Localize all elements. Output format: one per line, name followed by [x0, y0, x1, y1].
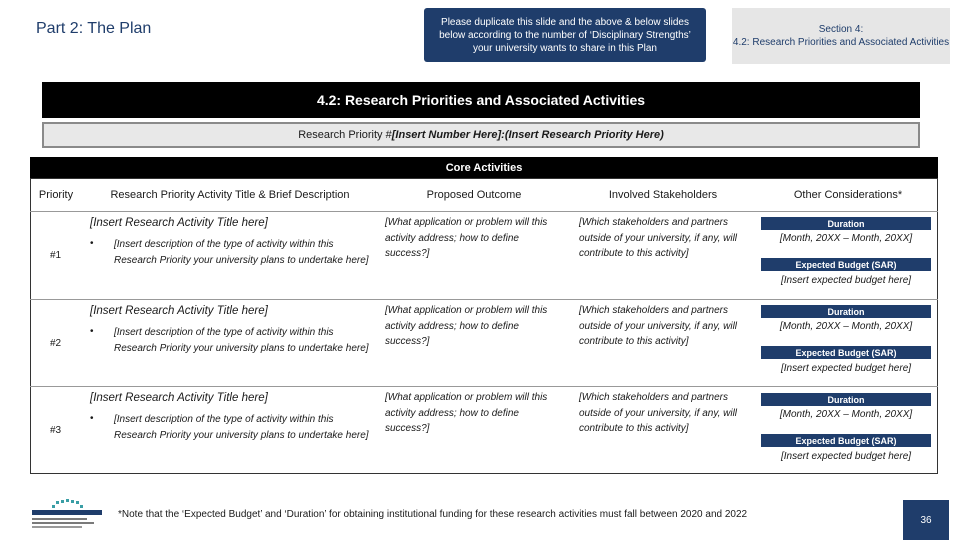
row-divider: [30, 299, 938, 300]
involved-stakeholders: [Which stakeholders and partners outside of your university, if any, will contribute to this activity]: [579, 305, 738, 347]
bullet: •: [90, 413, 94, 424]
rp-prefix: Research Priority #: [298, 129, 392, 141]
budget-value: [Insert expected budget here]: [780, 363, 912, 374]
footnote: *Note that the ‘Expected Budget’ and ‘Duration’ for obtaining institutional funding for these research activities must fall between 2020 and 2022: [118, 509, 748, 520]
ministry-logo: [22, 498, 108, 534]
budget-label: Expected Budget (SAR): [761, 258, 931, 271]
duration-label: Duration: [761, 217, 931, 230]
research-priority-bar: [42, 122, 920, 148]
duplicate-instruction-box: Please duplicate this slide and the above & below slides below according to the number of ‘Disciplinary Strengths’ your university wants to share in this Plan: [424, 8, 706, 62]
activity-description: [Insert description of the type of activity within this Research Priority your university plans to undertake here]: [114, 239, 369, 266]
duration-value: [Month, 20XX – Month, 20XX]: [779, 321, 913, 332]
bullet: •: [90, 238, 94, 249]
involved-stakeholders: [Which stakeholders and partners outside of your university, if any, will contribute to this activity]: [579, 217, 738, 259]
rp-sep: :: [501, 129, 505, 141]
header-stakeholders: Involved Stakeholders: [608, 188, 718, 201]
activity-title: [Insert Research Activity Title here]: [90, 305, 268, 317]
header-other: Other Considerations*: [793, 188, 903, 201]
header-priority: Priority: [38, 188, 74, 201]
budget-label: Expected Budget (SAR): [761, 346, 931, 359]
activity-title: [Insert Research Activity Title here]: [90, 217, 268, 229]
priority-number: #2: [50, 338, 62, 349]
proposed-outcome: [What application or problem will this activity address; how to define success?]: [385, 392, 548, 434]
page-number: 36: [903, 500, 949, 540]
section-box: [732, 8, 950, 64]
main-title-bar: 4.2: Research Priorities and Associated Activities: [42, 82, 920, 118]
section-subtitle: 4.2: Research Priorities and Associated Activities: [732, 37, 950, 48]
row-divider: [30, 211, 938, 212]
header-activity: Research Priority Activity Title & Brief Description: [110, 188, 350, 201]
activity-description: [Insert description of the type of activity within this Research Priority your university plans to undertake here]: [114, 327, 369, 354]
activity-title: [Insert Research Activity Title here]: [90, 392, 268, 404]
proposed-outcome: [What application or problem will this activity address; how to define success?]: [385, 305, 548, 347]
rp-name: (Insert Research Priority Here): [504, 129, 664, 141]
section-number: Section 4:: [818, 24, 864, 35]
duration-label: Duration: [761, 305, 931, 318]
duration-label: Duration: [761, 393, 931, 406]
part-title: Part 2: The Plan: [36, 20, 152, 37]
budget-value: [Insert expected budget here]: [780, 451, 912, 462]
activity-description: [Insert description of the type of activity within this Research Priority your university plans to undertake here]: [114, 414, 369, 441]
priority-number: #1: [50, 250, 62, 261]
duration-value: [Month, 20XX – Month, 20XX]: [779, 409, 913, 420]
involved-stakeholders: [Which stakeholders and partners outside of your university, if any, will contribute to this activity]: [579, 392, 738, 434]
rp-number: [Insert Number Here]: [391, 129, 502, 141]
priority-number: #3: [50, 425, 62, 436]
budget-label: Expected Budget (SAR): [761, 434, 931, 447]
duration-value: [Month, 20XX – Month, 20XX]: [779, 233, 913, 244]
bullet: •: [90, 326, 94, 337]
header-outcome: Proposed Outcome: [426, 188, 522, 201]
proposed-outcome: [What application or problem will this activity address; how to define success?]: [385, 217, 548, 259]
row-divider: [30, 386, 938, 387]
budget-value: [Insert expected budget here]: [780, 275, 912, 286]
core-activities-bar: Core Activities: [30, 157, 938, 178]
